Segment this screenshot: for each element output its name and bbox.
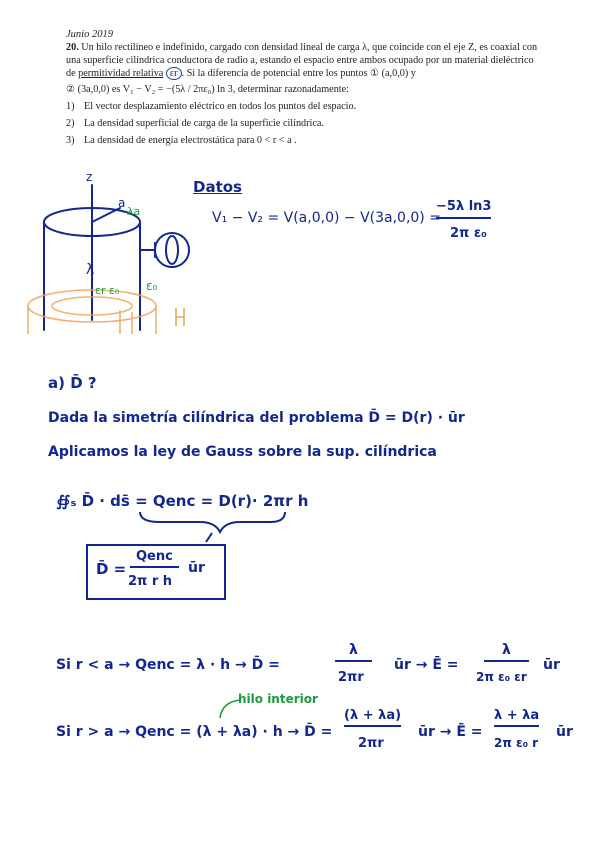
question-2: 2) La densidad superficial de carga de la superficie cilíndrica. [66,118,324,129]
exam-date: Junio 2019 [66,29,113,40]
fig-z-label: z [86,170,93,184]
datos-heading: Datos [193,178,242,196]
case1-condition: Si r < a → Qenc = λ · h → D̄ = [56,657,280,673]
hilo-interior-note: hilo interior [238,692,318,706]
fig-eps0-label: ε₀ [146,279,158,293]
fig-lambda-label: λ [86,262,95,278]
case1-unit: ūr [543,657,560,673]
potential-denominator: 2π ε₀ [450,226,487,241]
symmetry-note: Dada la simetría cilíndrica del problema D̄ = D(r) · ūr [48,410,465,426]
d-unit: ūr [188,560,205,576]
problem-number: 20. [66,42,79,53]
case2-unit: ūr [556,724,573,740]
statement-part-3: ② (3a,0,0) es V₁ − V₂ = −(5λ / 2πε₀) ln 3, determinar razonadamente: [66,84,349,95]
gauss-note: Aplicamos la ley de Gauss sobre la sup. cilíndrica [48,444,437,460]
case1-denominator: 2πr [338,670,364,685]
case2-numerator-2: λ + λa [494,708,539,727]
part-a-heading: a) D̄ ? [48,374,97,392]
problem-paragraph: 20. Un hilo rectilíneo e indefinido, cargado con densidad lineal de carga λ, que coincide con el eje Z, es coaxial con una superficie cilíndrica conductora de radio a, estando el espacio entre ambos ocupado por un material dieléctrico de permitividad relativa εr . Si la diferencia de potencial entre los puntos ① (a,0,0) y [66,42,538,79]
case1-denominator-2: 2π ε₀ εr [476,670,527,684]
potential-equation: V₁ − V₂ = V(a,0,0) − V(3a,0,0) = [212,210,441,226]
question-3: 3) La densidad de energía electrostática para 0 < r < a . [66,135,297,146]
case2-denominator-2: 2π ε₀ r [494,736,539,750]
d-denominator: 2π r h [128,574,173,589]
gauss-equation: ∯ₛ D̄ · ds̄ = Qenc = D(r)· 2πr h [56,492,309,510]
fig-a-label: a [118,196,126,210]
case2-middle: ūr → Ē = [418,724,483,740]
case1-numerator: λ [335,642,372,662]
fig-lambda-a-label: λa [127,205,141,218]
question-1: 1) El vector desplazamiento eléctrico en todos los puntos del espacio. [66,101,357,112]
statement-part-2: Si la diferencia de potencial entre los puntos ① (a,0,0) y [186,68,416,79]
d-lhs: D̄ = [96,560,127,578]
case2-condition: Si r > a → Qenc = (λ + λa) · h → D̄ = [56,724,333,740]
case1-numerator-2: λ [484,642,529,662]
potential-numerator: −5λ ln3 [436,199,491,219]
permittivity-label: permitividad relativa [78,68,164,79]
case2-denominator: 2πr [358,736,384,751]
d-numerator: Qenc [130,549,179,568]
case1-middle: ūr → Ē = [394,657,459,673]
fig-epsr-eps0-label: εr ε₀ [95,284,120,297]
epsilon-r-circled: εr [166,67,182,80]
statement-part-1: Un hilo rectilíneo e indefinido, cargado con densidad lineal de carga λ, que coincide con el eje Z, es coaxial con una superficie cilíndrica conductora de radio a, estando el espacio entre ambos ocupado por un material dieléctrico de [66,42,538,79]
case2-numerator: (λ + λa) [344,708,401,727]
